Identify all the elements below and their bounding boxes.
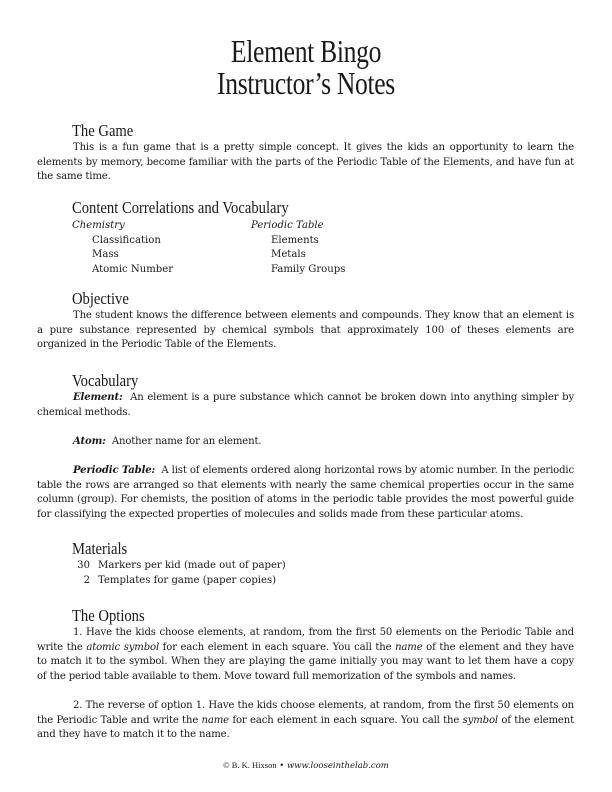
list-item: Elements — [271, 234, 319, 246]
document-title-line1: Element Bingo — [230, 33, 382, 69]
option-emphasis: name — [395, 641, 423, 653]
vocab-term-element: Element: — [73, 392, 123, 403]
vocab-periodic-table-entry — [37, 464, 574, 522]
footer-separator: • — [276, 761, 287, 771]
list-item: Mass — [92, 249, 119, 261]
document-title-line2: Instructor’s Notes — [217, 65, 395, 101]
footer-url: www.looseinthelab.com — [287, 761, 389, 771]
section-options-body — [37, 626, 574, 743]
vocab-atom-entry — [37, 435, 574, 450]
option-1-paragraph — [37, 626, 574, 684]
section-heading-materials: Materials — [72, 539, 128, 558]
section-game-body — [37, 141, 574, 185]
section-heading-objective: Objective — [72, 289, 129, 308]
option-emphasis: symbol — [462, 714, 498, 726]
option-text: of the element and they have to match it to the name. — [37, 714, 574, 741]
section-heading-options: The Options — [72, 606, 145, 625]
section-heading-game: The Game — [72, 121, 134, 140]
option-emphasis: atomic symbol — [86, 641, 160, 653]
vocab-definition-element: An element is a pure substance which cannot be broken down into anything simpler by chemical methods. — [37, 392, 574, 418]
vocab-definition-periodic-table: A list of elements ordered along horizontal rows by atomic number. In the periodic table the rows are arranged so that elements with nearly the same chemical properties occur in the same column (group). For chemists, the position of atoms in the periodic table provides the most powerful guide for classifying the expected properties of molecules and solids made from these particular atoms. — [37, 464, 574, 520]
option-text: for each element in each square. You call the — [229, 714, 463, 726]
materials-list — [70, 559, 286, 588]
option-2-paragraph — [37, 699, 574, 743]
section-heading-content: Content Correlations and Vocabulary — [72, 198, 289, 217]
vocab-element-entry — [37, 391, 574, 420]
option-text: 1. Have the kids choose elements, at random, from the first 50 elements on the Periodic Table and write the — [37, 627, 574, 653]
section-objective-body — [37, 309, 574, 353]
option-text: of the element and they have to match it to the symbol. When they are playing the game initially you may want to let them have a copy of the period table available to them. Move toward full memorization of the symbols and names. — [37, 641, 574, 682]
list-item: Family Groups — [271, 263, 346, 275]
section-heading-vocabulary: Vocabulary — [72, 371, 139, 390]
correlations-column-periodic-table — [251, 219, 345, 277]
column-heading: Periodic Table — [251, 220, 324, 231]
page-footer — [0, 760, 612, 771]
section-vocabulary-body — [37, 391, 574, 522]
material-description: Markers per kid (made out of paper) — [98, 560, 286, 571]
option-text: for each element in each square. You call the — [159, 641, 396, 653]
objective-paragraph: The student knows the difference between elements and compounds. They know that an element is a pure substance represented by chemical symbols that approximately 100 of theses elements are organized in the Periodic Table of the Elements. — [37, 310, 574, 351]
correlations-column-chemistry — [72, 219, 173, 277]
vocab-term-atom: Atom: — [73, 435, 106, 447]
vocab-term-periodic-table: Periodic Table: — [73, 464, 156, 476]
material-description: Templates for game (paper copies) — [98, 574, 277, 586]
column-heading: Chemistry — [72, 220, 125, 231]
vocab-definition-atom: Another name for an element. — [111, 435, 262, 447]
option-emphasis: name — [201, 714, 230, 726]
footer-author: © B. K. Hixson — [223, 760, 277, 770]
list-item — [70, 574, 286, 589]
material-quantity: 2 — [83, 574, 90, 586]
option-text: 2. The reverse of option 1. Have the kids choose elements, at random, from the first 50 elements on the Periodic Table and write the — [37, 699, 574, 726]
material-quantity: 30 — [77, 560, 90, 571]
list-item: Metals — [271, 249, 306, 261]
list-item — [70, 559, 286, 574]
list-item: Classification — [92, 234, 161, 246]
game-paragraph: This is a fun game that is a pretty simple concept. It gives the kids an opportunity to learn the elements by memory, become familiar with the parts of the Periodic Table of the Elements, and have fun at the same time. — [37, 142, 574, 183]
list-item: Atomic Number — [92, 263, 174, 275]
